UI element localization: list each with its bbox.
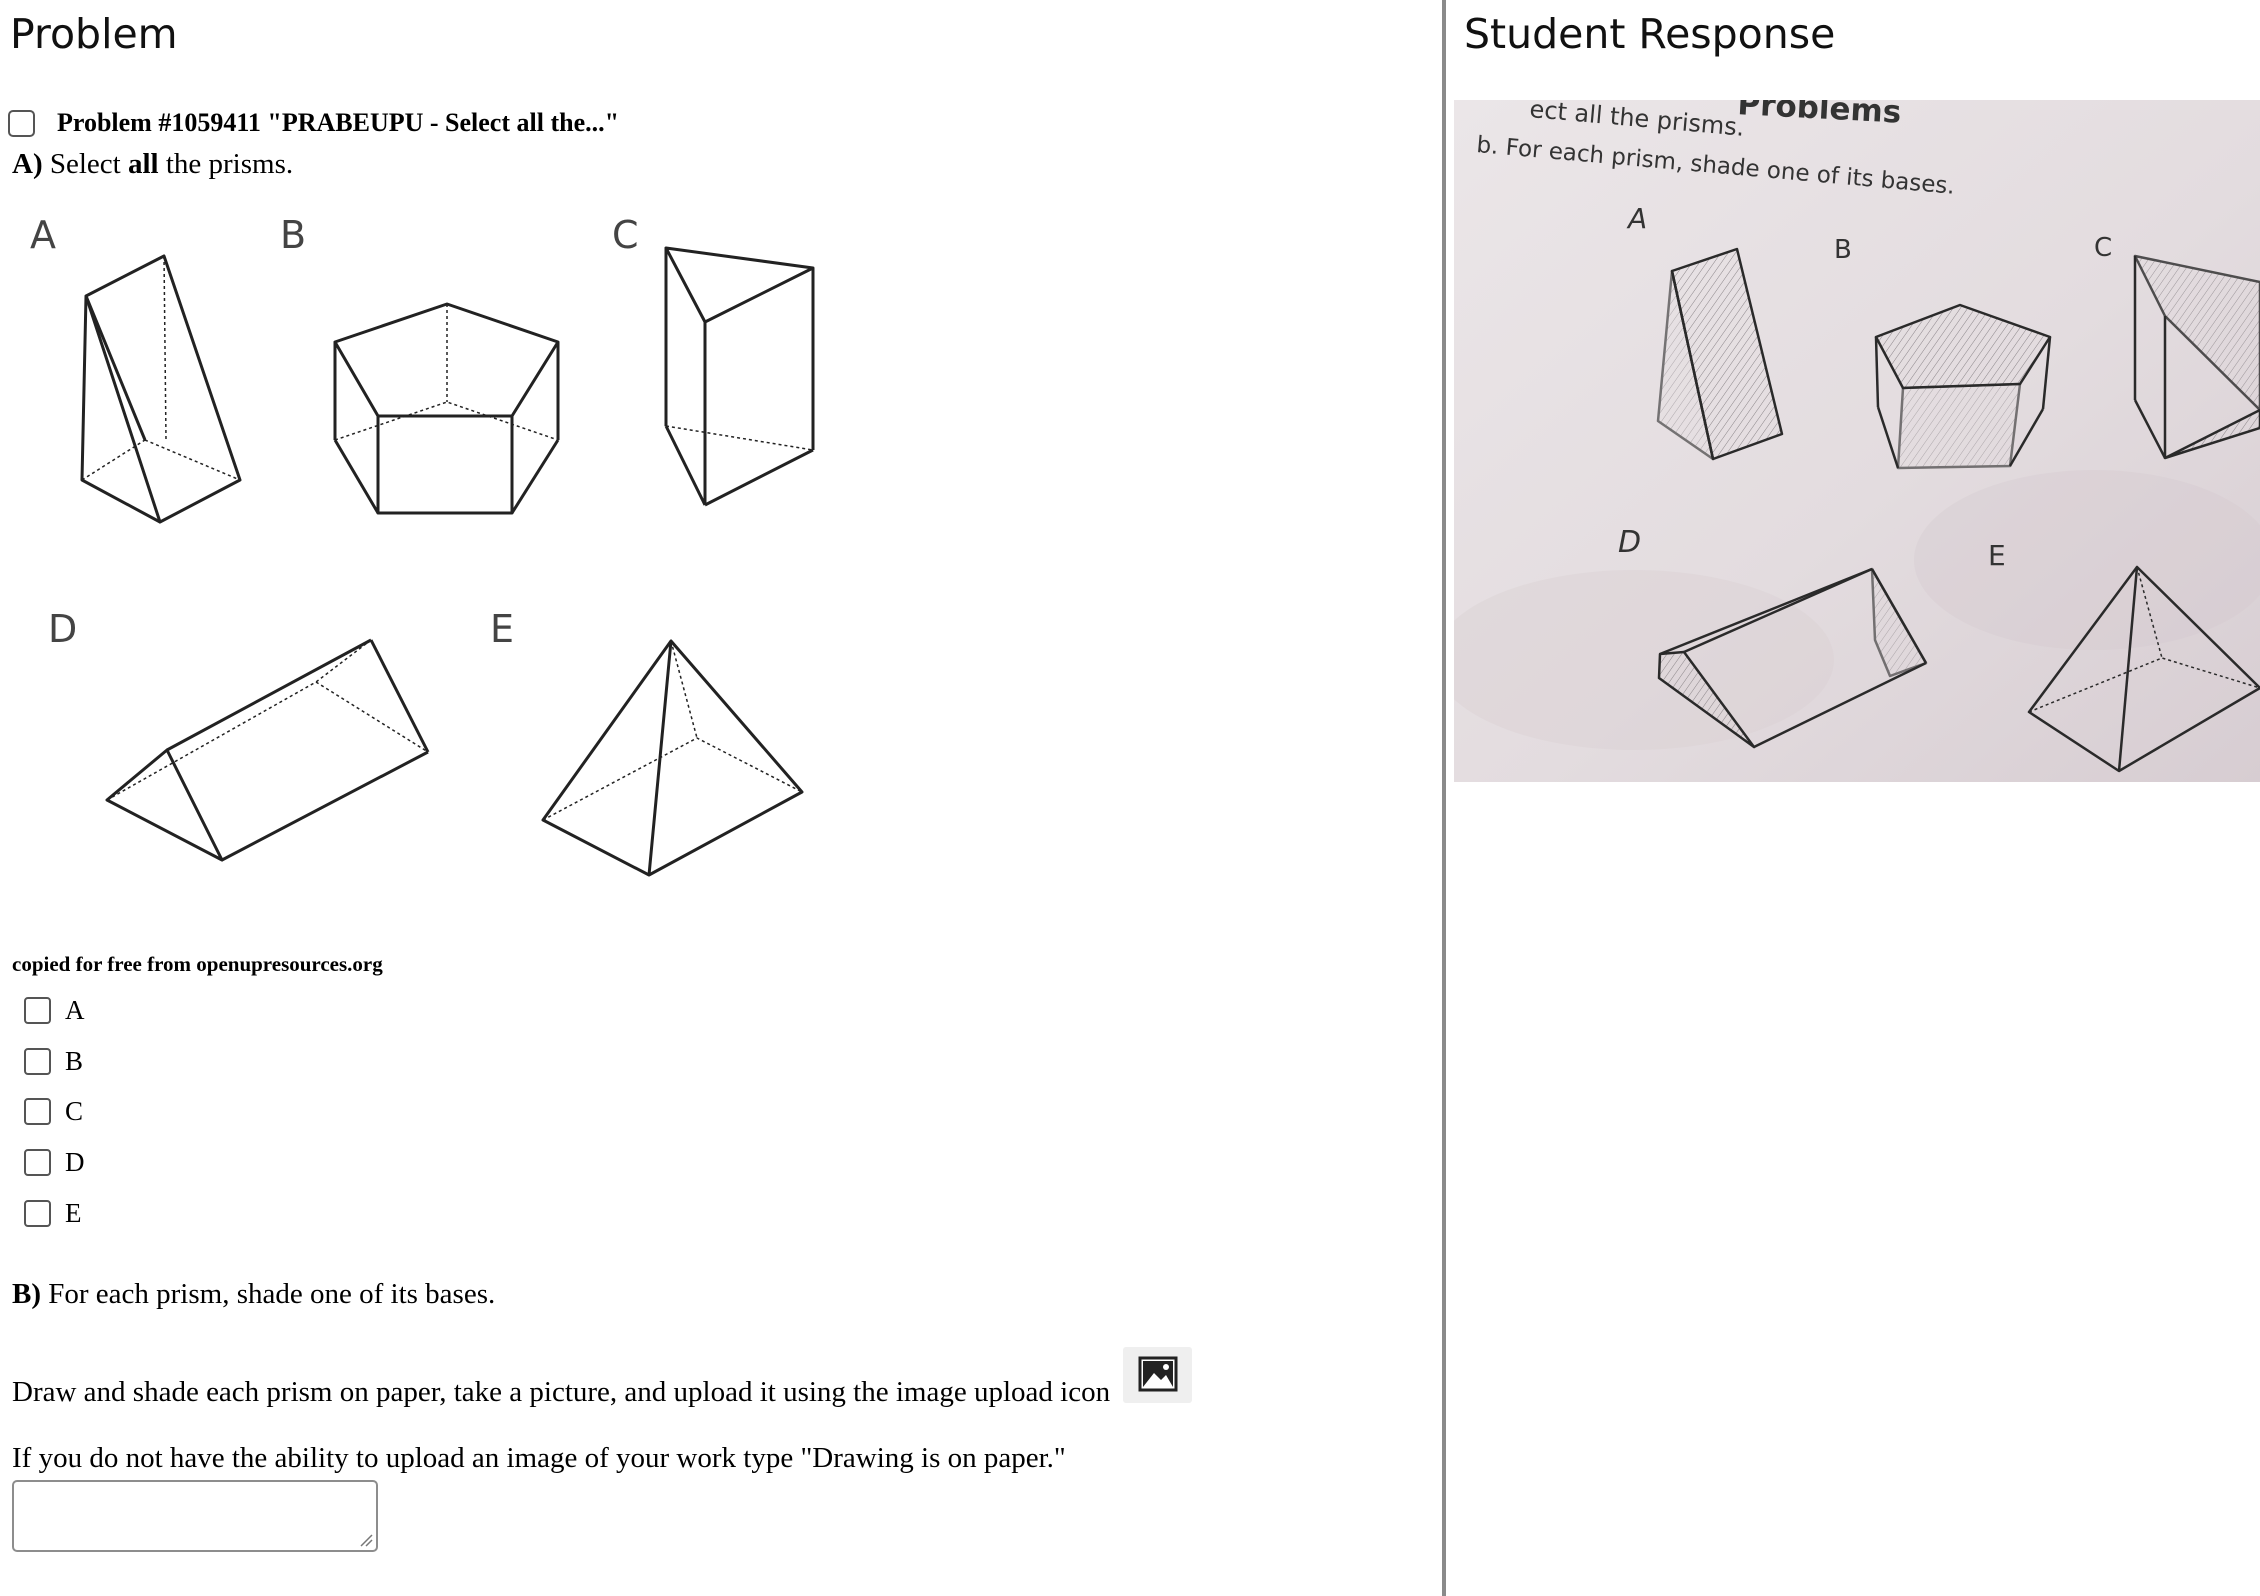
shape-a-prism	[82, 256, 240, 522]
photo-label-d: D	[1618, 525, 1642, 560]
image-upload-icon	[1123, 1347, 1192, 1403]
choice-a-label: A	[65, 994, 85, 1025]
fallback-instructions: If you do not have the ability to upload an image of your work type "Drawing is on paper."	[12, 1442, 1066, 1474]
photo-heading: Problems	[1736, 100, 1903, 131]
choice-d-label: D	[65, 1146, 85, 1177]
choice-b-label: B	[65, 1045, 84, 1076]
upload-instructions: Draw and shade each prism on paper, take a picture, and upload it using the image upload icon	[12, 1376, 1111, 1408]
photo-line-a: ect all the prisms.	[1528, 100, 1746, 142]
part-a-text-before: Select	[49, 148, 121, 180]
choice-d[interactable]	[24, 1144, 85, 1180]
problem-pane-title: Problem	[10, 10, 178, 58]
problem-title: Problem #1059411 "PRABEUPU - Select all the..."	[57, 108, 620, 137]
image-upload-button[interactable]	[1123, 1347, 1192, 1403]
problem-select-checkbox[interactable]	[8, 110, 35, 137]
part-b-label: B)	[12, 1278, 41, 1310]
choice-a-checkbox[interactable]	[24, 997, 51, 1024]
shape-c-prism	[666, 248, 813, 505]
choice-c-label: C	[65, 1095, 84, 1126]
photo-label-a: A	[1628, 202, 1648, 235]
figure-label-c: C	[612, 213, 639, 257]
prisms-figure	[0, 200, 860, 905]
figure-label-a: A	[30, 213, 56, 257]
photo-label-b: B	[1834, 235, 1852, 265]
resize-handle-icon[interactable]	[359, 1533, 373, 1547]
shape-d-prism	[107, 640, 428, 860]
choice-a[interactable]	[24, 992, 85, 1028]
choice-b[interactable]	[24, 1043, 83, 1079]
figure-label-b: B	[280, 213, 307, 257]
figure-label-e: E	[490, 607, 515, 651]
choice-d-checkbox[interactable]	[24, 1149, 51, 1176]
photo-label-c: C	[2094, 233, 2113, 263]
choice-e-label: E	[65, 1197, 82, 1228]
part-a-text-after: the prisms.	[165, 148, 294, 180]
credit-text: copied for free from openupresources.org	[12, 952, 383, 976]
photo-line-b: b. For each prism, shade one of its bases.	[1475, 132, 1956, 200]
part-a-label: A)	[12, 148, 43, 180]
part-b-text: For each prism, shade one of its bases.	[48, 1278, 496, 1310]
problem-header	[8, 108, 619, 138]
shape-e-pyramid	[543, 641, 802, 875]
choice-e-checkbox[interactable]	[24, 1200, 51, 1227]
choice-c-checkbox[interactable]	[24, 1098, 51, 1125]
photo-label-e: E	[1988, 539, 2006, 572]
shape-b-prism	[335, 304, 558, 513]
figure-label-d: D	[48, 607, 78, 651]
part-a-prompt	[12, 148, 293, 181]
choice-e[interactable]	[24, 1195, 82, 1231]
choice-b-checkbox[interactable]	[24, 1048, 51, 1075]
part-b-prompt	[12, 1278, 495, 1311]
part-a-text-bold: all	[127, 148, 159, 180]
student-response-photo	[1454, 100, 2260, 782]
student-response-title: Student Response	[1464, 10, 1836, 58]
choice-c[interactable]	[24, 1093, 83, 1129]
response-textarea[interactable]	[12, 1480, 378, 1552]
pane-divider	[1442, 0, 1446, 1596]
